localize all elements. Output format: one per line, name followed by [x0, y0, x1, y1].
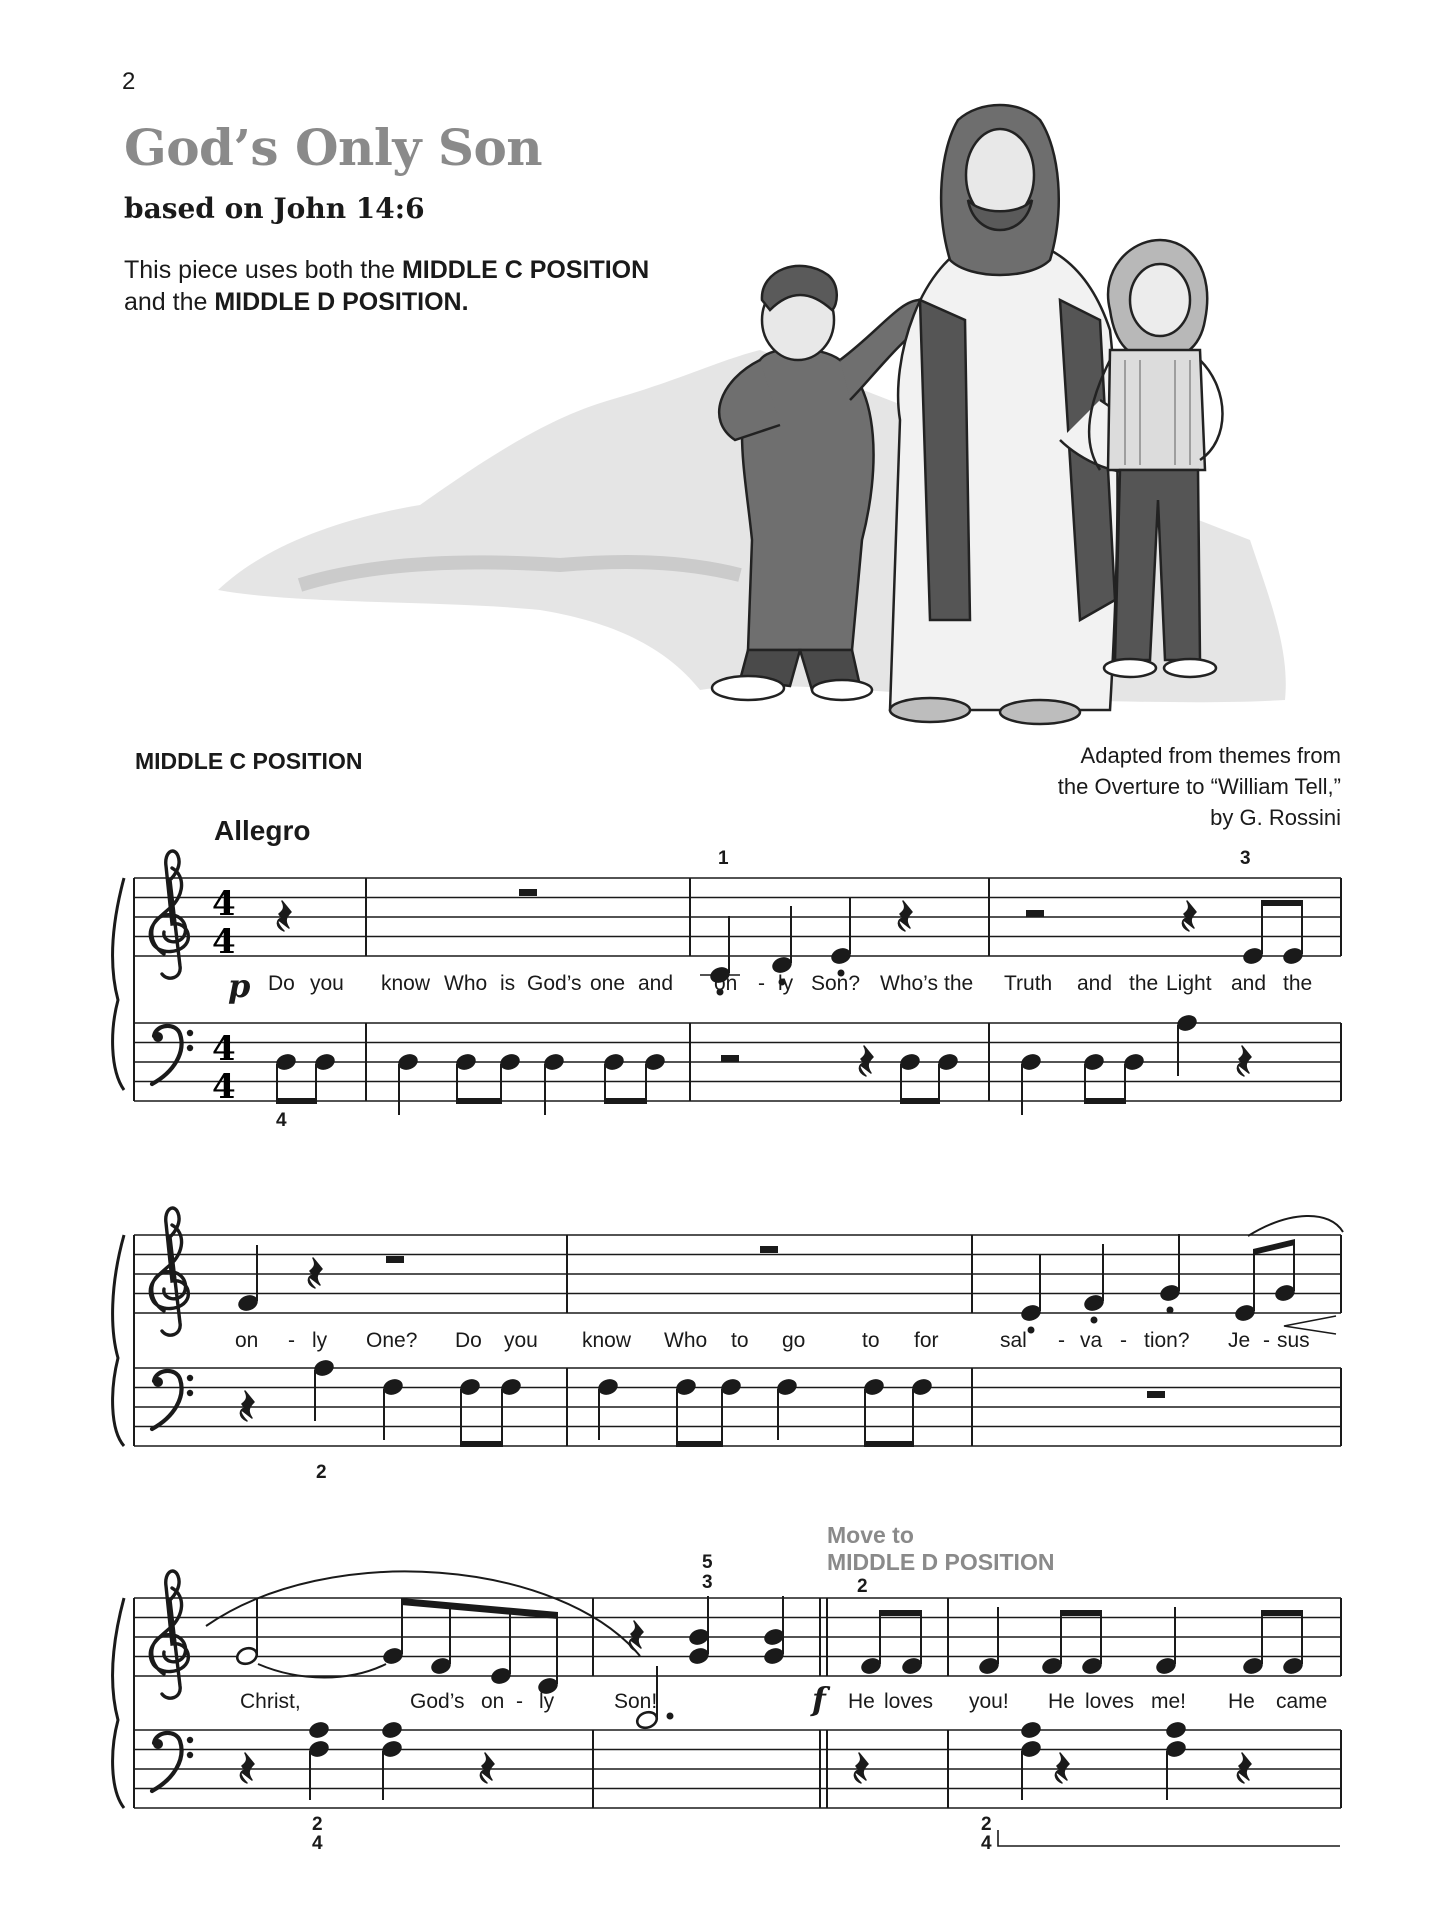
lyric: va [1080, 1329, 1103, 1352]
system-2 [113, 1208, 1343, 1483]
lyric: me! [1151, 1690, 1187, 1713]
lyric: He [1228, 1690, 1255, 1713]
slur [1248, 1216, 1343, 1236]
move-line-2: MIDDLE D POSITION [827, 1549, 1055, 1575]
s3-bass-notes [308, 1666, 1188, 1800]
fingering-2: 2 [316, 1462, 327, 1483]
fingering-2: 2 [312, 1814, 323, 1835]
lyric: on [481, 1690, 505, 1713]
system-2-brace [113, 1235, 124, 1446]
time-sig-treble-bottom: 4 [212, 922, 236, 962]
fingering-3: 3 [1240, 848, 1251, 869]
lyric: - [288, 1329, 295, 1352]
dynamic-forte: f [812, 1680, 826, 1718]
lyric: Je [1228, 1329, 1251, 1352]
lyric: Light [1166, 972, 1212, 995]
song-title: God’s Only Son [124, 118, 543, 177]
fingering-5: 5 [702, 1552, 713, 1573]
credit-line-1: Adapted from themes from [1080, 743, 1341, 768]
lyric: and [1077, 972, 1113, 995]
lyric: sal [1000, 1329, 1027, 1352]
fingering-1: 1 [718, 848, 729, 869]
bass-clef-icon [152, 1733, 193, 1791]
system-1 [113, 848, 1341, 1131]
quarter-rest [859, 1046, 873, 1076]
lyric: came [1276, 1690, 1328, 1713]
lyric: and [638, 972, 674, 995]
lyric: you [504, 1329, 538, 1352]
system-3-brace [113, 1598, 124, 1808]
lyric: - [1263, 1329, 1270, 1352]
quarter-rest [1237, 1046, 1251, 1076]
treble-clef-icon [150, 1208, 188, 1335]
lyric: know [582, 1329, 632, 1352]
lyric: Truth [1004, 972, 1053, 995]
quarter-rest [240, 1753, 254, 1783]
lyric: Christ, [240, 1690, 301, 1713]
treble-clef-icon [150, 1571, 188, 1698]
song-subtitle: based on John 14:6 [124, 192, 425, 225]
lyric: know [381, 972, 431, 995]
treble-clef-icon [150, 851, 188, 978]
fingering-4: 4 [276, 1110, 287, 1131]
lyric: to [862, 1329, 880, 1352]
lyric: One? [366, 1329, 418, 1352]
lyric: ly [539, 1690, 555, 1713]
quarter-rest [1237, 1753, 1251, 1783]
lyric: God’s [527, 972, 582, 995]
s3-treble-notes [235, 1596, 1304, 1696]
lyric: God’s [410, 1690, 465, 1713]
quarter-rest [1182, 901, 1196, 931]
intro-line1-prefix: This piece uses both the [124, 256, 402, 284]
system-1-treble-staff [134, 878, 1341, 956]
lyric: He [1048, 1690, 1075, 1713]
lyric: - [758, 972, 765, 995]
system-2-lyrics [235, 1329, 1310, 1352]
system-3 [113, 1552, 1341, 1854]
quarter-rest [898, 901, 912, 931]
system-1-lyrics [268, 972, 1312, 995]
quarter-rest [854, 1753, 868, 1783]
lyric: to [731, 1329, 749, 1352]
lyric: sus [1277, 1329, 1310, 1352]
quarter-rest [240, 1391, 254, 1421]
quarter-rest [480, 1753, 494, 1783]
lyric: Son! [614, 1690, 658, 1713]
lyric: and [1231, 972, 1267, 995]
page-number: 2 [122, 68, 136, 95]
credit-line-2: the Overture to “William Tell,” [1057, 774, 1341, 799]
lyric: Son? [811, 972, 861, 995]
lyric: Who [444, 972, 488, 995]
lyric: Who [664, 1329, 708, 1352]
lyric: Do [455, 1329, 482, 1352]
whole-rest [519, 889, 537, 896]
lyric: ly [312, 1329, 328, 1352]
lyric: on [235, 1329, 259, 1352]
lyric: He [848, 1690, 875, 1713]
lyric: ly [778, 972, 794, 995]
phrase-slur [206, 1571, 640, 1656]
lyric: is [500, 972, 516, 995]
lyric: the [1129, 972, 1159, 995]
time-sig-treble-top: 4 [212, 884, 236, 924]
intro-line1-bold: MIDDLE C POSITION [401, 256, 650, 284]
lyric: - [516, 1690, 523, 1713]
time-sig-bass-top: 4 [212, 1029, 236, 1069]
s1-bass-notes [275, 1013, 1199, 1115]
intro-line2-bold: MIDDLE D POSITION. [214, 288, 469, 316]
tempo-marking: Allegro [214, 815, 311, 846]
lyric: - [1120, 1329, 1127, 1352]
quarter-rest [629, 1621, 643, 1651]
fingering-2: 2 [857, 1576, 868, 1597]
lyric: loves [884, 1690, 934, 1713]
illustration-jesus-with-children [218, 105, 1286, 724]
system-3-lyrics [240, 1690, 1327, 1713]
move-line-1: Move to [827, 1522, 914, 1548]
system-1-brace [113, 878, 124, 1090]
quarter-rest [308, 1258, 322, 1288]
bass-clef-icon [152, 1026, 193, 1084]
fingering-4: 4 [312, 1833, 323, 1854]
half-rest [1026, 910, 1044, 917]
lyric: the [944, 972, 974, 995]
fingering-2: 2 [981, 1814, 992, 1835]
lyric: you! [969, 1690, 1009, 1713]
fingering-extension-line [998, 1830, 1340, 1846]
lyric: one [590, 972, 626, 995]
system-3-bass-staff [134, 1730, 1341, 1808]
time-sig-bass-bottom: 4 [212, 1067, 236, 1107]
s2-bass-notes [313, 1358, 1165, 1447]
fingering-4: 4 [981, 1833, 992, 1854]
bass-clef-icon [152, 1371, 193, 1429]
lyric: on [714, 972, 738, 995]
lyric: loves [1085, 1690, 1135, 1713]
s2-treble-notes [237, 1234, 1297, 1333]
fingering-3: 3 [702, 1572, 713, 1593]
lyric: tion? [1144, 1329, 1190, 1352]
intro-line2-prefix: and the [124, 288, 215, 316]
lyric: Do [268, 972, 295, 995]
lyric: - [1058, 1329, 1065, 1352]
credit-line-3: by G. Rossini [1210, 805, 1341, 830]
lyric: Who’s [880, 972, 938, 995]
quarter-rest [1055, 1753, 1069, 1783]
position-label: MIDDLE C POSITION [135, 748, 363, 774]
quarter-rest [277, 901, 291, 931]
lyric: the [1283, 972, 1313, 995]
lyric: you [310, 972, 344, 995]
lyric: go [782, 1329, 806, 1352]
lyric: for [914, 1329, 939, 1352]
dynamic-piano: p [228, 967, 251, 1005]
